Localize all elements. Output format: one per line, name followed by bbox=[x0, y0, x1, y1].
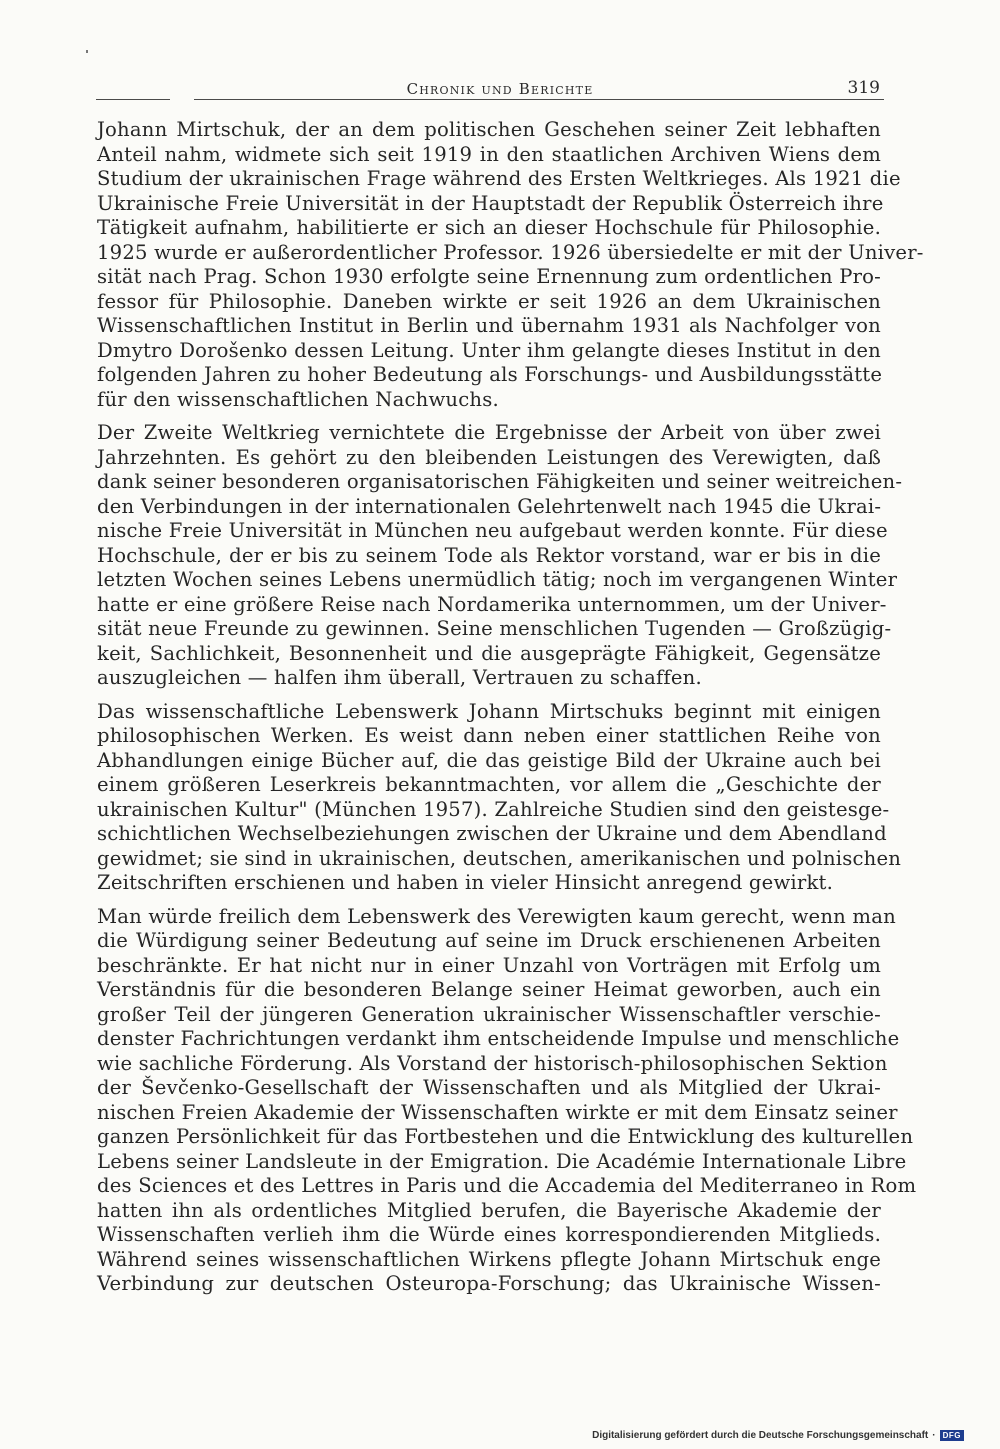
text-line: Lebens seiner Landsleute in der Emigration. Die Académie Internationale Libre bbox=[97, 1149, 907, 1173]
dfg-logo: DFG bbox=[940, 1430, 964, 1441]
running-title: Chronik und Berichte bbox=[406, 80, 594, 98]
header-rule bbox=[194, 99, 884, 100]
text-line: dank seiner besonderen organisatorischen Fähigkeiten und seiner weitreichen- bbox=[97, 470, 903, 493]
text-line: Abhandlungen einige Bücher auf, die das geistige Bild der Ukraine auch bei bbox=[97, 748, 881, 772]
text-line: ganzen Persönlichkeit für das Fortbestehen und die Entwicklung des kulturellen bbox=[97, 1125, 914, 1148]
text-line: folgenden Jahren zu hoher Bedeutung als Forschungs- und Ausbildungsstätte bbox=[97, 363, 883, 386]
text-line: 1925 wurde er außerordentlicher Professor. 1926 übersiedelte er mit der Univer- bbox=[97, 240, 924, 264]
text-line: ukrainischen Kultur" (München 1957). Zahlreiche Studien sind den geistesge- bbox=[97, 797, 890, 821]
text-line: gewidmet; sie sind in ukrainischen, deutschen, amerikanischen und polnischen bbox=[97, 846, 902, 870]
paragraph bbox=[97, 421, 903, 691]
text-line: fessor für Philosophie. Daneben wirkte er seit 1926 an dem Ukrainischen bbox=[97, 289, 881, 313]
text-line: Studium der ukrainischen Frage während des Ersten Weltkrieges. Als 1921 die bbox=[97, 167, 901, 190]
footer-separator: · bbox=[932, 1430, 936, 1441]
paragraph bbox=[97, 699, 902, 896]
text-line: hatten ihn als ordentliches Mitglied berufen, die Bayerische Akademie der bbox=[97, 1198, 881, 1222]
text-line: Zeitschriften erschienen und haben in vieler Hinsicht anregend gewirkt. bbox=[97, 871, 834, 894]
text-line: sität nach Prag. Schon 1930 erfolgte seine Ernennung zum ordentlichen Pro- bbox=[97, 265, 881, 288]
text-line: wie sachliche Förderung. Als Vorstand der historisch-philosophischen Sektion bbox=[97, 1051, 888, 1075]
text-line: schichtlichen Wechselbeziehungen zwischen der Ukraine und dem Abendland bbox=[97, 822, 887, 845]
text-line: keit, Sachlichkeit, Besonnenheit und die ausgeprägte Fähigkeit, Gegensätze bbox=[97, 641, 881, 665]
text-line: nische Freie Universität in München neu aufgebaut werden konnte. Für diese bbox=[97, 519, 888, 542]
text-line: großer Teil der jüngeren Generation ukrainischer Wissenschaftler verschie- bbox=[97, 1002, 881, 1026]
text-line: Jahrzehnten. Es gehört zu den bleibenden Leistungen des Verewigten, daß bbox=[97, 445, 881, 469]
running-header bbox=[370, 80, 630, 98]
text-line: nischen Freien Akademie der Wissenschaften wirkte er mit dem Einsatz seiner bbox=[97, 1100, 898, 1124]
page-number: 319 bbox=[847, 78, 880, 98]
text-line: Johann Mirtschuk, der an dem politischen Geschehen seiner Zeit lebhaften bbox=[97, 118, 881, 141]
text-line: Während seines wissenschaftlichen Wirkens pflegte Johann Mirtschuk enge bbox=[97, 1247, 881, 1271]
text-line: einem größeren Leserkreis bekanntmachten, vor allem die „Geschichte der bbox=[97, 773, 881, 796]
text-line: Dmytro Dorošenko dessen Leitung. Unter ihm gelangte dieses Institut in den bbox=[97, 338, 881, 362]
text-line: sität neue Freunde zu gewinnen. Seine menschlichen Tugenden — Großzügig- bbox=[97, 617, 892, 640]
text-line: der Ševčenko-Gesellschaft der Wissenschaften und als Mitglied der Ukrai- bbox=[97, 1076, 881, 1099]
text-line: Tätigkeit aufnahm, habilitierte er sich an dieser Hochschule für Philosophie. bbox=[97, 216, 881, 239]
text-line: auszugleichen — halfen ihm überall, Vertrauen zu schaffen. bbox=[97, 666, 702, 689]
text-line: den Verbindungen in der internationalen Gelehrtenwelt nach 1945 die Ukrai- bbox=[97, 494, 882, 518]
text-line: letzten Wochen seines Lebens unermüdlich tätig; noch im vergangenen Winter bbox=[97, 568, 898, 591]
paragraph bbox=[97, 904, 917, 1297]
text-line: Verbindung zur deutschen Osteuropa-Forschung; das Ukrainische Wissen- bbox=[97, 1272, 881, 1295]
text-line: Verständnis für die besonderen Belange seiner Heimat geworben, auch ein bbox=[97, 978, 881, 1001]
text-line: philosophischen Werken. Es weist dann neben einer stattlichen Reihe von bbox=[97, 724, 881, 747]
text-line: die Würdigung seiner Bedeutung auf seine im Druck erschienenen Arbeiten bbox=[97, 929, 881, 952]
text-line: beschränkte. Er hat nicht nur in einer Unzahl von Vorträgen mit Erfolg um bbox=[97, 953, 881, 977]
text-line: Man würde freilich dem Lebenswerk des Verewigten kaum gerecht, wenn man bbox=[97, 904, 896, 928]
text-line: für den wissenschaftlichen Nachwuchs. bbox=[97, 387, 499, 411]
text-line: hatte er eine größere Reise nach Nordamerika unternommen, um der Univer- bbox=[97, 592, 887, 616]
text-line: des Sciences et des Lettres in Paris und die Accademia del Mediterraneo in Rom bbox=[97, 1174, 917, 1197]
text-line: Wissenschaften verlieh ihm die Würde eines korrespondierenden Mitglieds. bbox=[97, 1223, 881, 1246]
text-line: Ukrainische Freie Universität in der Hauptstadt der Republik Österreich ihre bbox=[97, 191, 884, 215]
footer-text: Digitalisierung gefördert durch die Deutsche Forschungsgemeinschaft bbox=[592, 1430, 929, 1441]
header-rule-left bbox=[96, 99, 170, 100]
text-line: denster Fachrichtungen verdankt ihm entscheidende Impulse und menschliche bbox=[97, 1027, 900, 1050]
text-line: Wissenschaftlichen Institut in Berlin und übernahm 1931 als Nachfolger von bbox=[97, 314, 881, 337]
text-line: Anteil nahm, widmete sich seit 1919 in den staatlichen Archiven Wiens dem bbox=[97, 142, 881, 166]
text-line: Das wissenschaftliche Lebenswerk Johann Mirtschuks beginnt mit einigen bbox=[97, 699, 881, 723]
text-line: Hochschule, der er bis zu seinem Tode als Rektor vorstand, war er bis in die bbox=[97, 543, 881, 567]
paragraph bbox=[97, 118, 924, 412]
scan-speck bbox=[86, 50, 88, 53]
text-line: Der Zweite Weltkrieg vernichtete die Ergebnisse der Arbeit von über zwei bbox=[97, 421, 881, 444]
body-text bbox=[97, 118, 924, 1306]
digitization-footer bbox=[592, 1430, 964, 1441]
